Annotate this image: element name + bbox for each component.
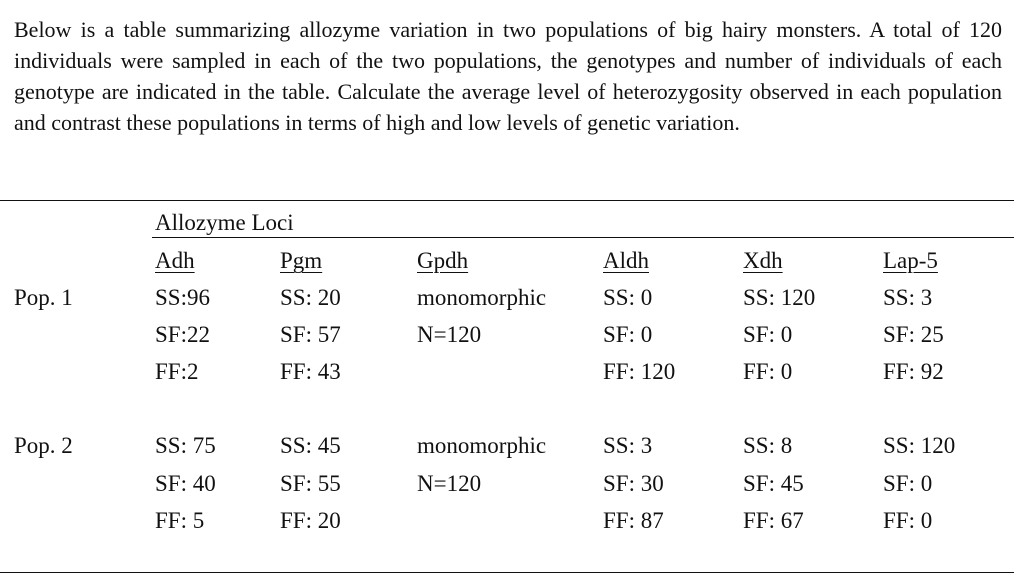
- column-header-adh: Adh: [155, 248, 195, 273]
- table-cell: FF: 5: [155, 508, 205, 533]
- population-1-label: Pop. 1: [14, 285, 73, 310]
- table-cell: SS: 0: [603, 285, 653, 310]
- table-cell: SF: 55: [280, 471, 341, 496]
- table-cell: SS: 75: [155, 433, 216, 458]
- table-cell: FF: 67: [743, 508, 804, 533]
- table-cell: SS: 3: [603, 433, 653, 458]
- table-cell: SS: 120: [883, 433, 956, 458]
- table-cell: N=120: [417, 322, 482, 347]
- table-cell: SF: 0: [883, 471, 933, 496]
- table-cell: FF: 87: [603, 508, 664, 533]
- column-header-lap-5: Lap-5: [883, 248, 938, 273]
- table-cell: SF:22: [155, 322, 210, 347]
- table-cell: FF: 0: [743, 359, 793, 384]
- loci-header-rule: [152, 237, 1014, 238]
- column-header-pgm: Pgm: [280, 248, 323, 273]
- table-cell: SS: 120: [743, 285, 816, 310]
- column-header-gpdh: Gpdh: [417, 248, 469, 273]
- table-cell: SF: 0: [603, 322, 653, 347]
- allozyme-loci-title: Allozyme Loci: [155, 210, 294, 235]
- table-cell: FF: 43: [280, 359, 341, 384]
- table-bottom-rule: [0, 572, 1014, 573]
- table-top-rule: [0, 200, 1014, 201]
- table-cell: FF:2: [155, 359, 199, 384]
- table-cell: SF: 25: [883, 322, 944, 347]
- table-cell: FF: 92: [883, 359, 944, 384]
- table-cell: FF: 20: [280, 508, 341, 533]
- table-cell: SS: 8: [743, 433, 793, 458]
- table-cell: monomorphic: [417, 433, 547, 458]
- table-cell: SS: 20: [280, 285, 341, 310]
- table-cell: SS:96: [155, 285, 210, 310]
- table-cell: N=120: [417, 471, 482, 496]
- table-cell: SF: 57: [280, 322, 341, 347]
- table-cell: SF: 0: [743, 322, 793, 347]
- table-cell: FF: 120: [603, 359, 676, 384]
- table-cell: monomorphic: [417, 285, 547, 310]
- question-text: Below is a table summarizing allozyme variation in two populations of big hairy monsters. A total of 120 individuals were sampled in each of the two populations, the genotypes and number of individuals of each genotype are indicated in the table. Calculate the average level of heterozygosity observed in each population and contrast these populations in terms of high and low levels of genetic variation.: [14, 17, 1002, 135]
- column-header-aldh: Aldh: [603, 248, 649, 273]
- table-cell: SF: 40: [155, 471, 216, 496]
- table-cell: SF: 30: [603, 471, 664, 496]
- column-header-xdh: Xdh: [743, 248, 783, 273]
- table-cell: SS: 3: [883, 285, 933, 310]
- table-cell: SF: 45: [743, 471, 804, 496]
- table-cell: FF: 0: [883, 508, 933, 533]
- population-2-label: Pop. 2: [14, 433, 73, 458]
- table-cell: SS: 45: [280, 433, 341, 458]
